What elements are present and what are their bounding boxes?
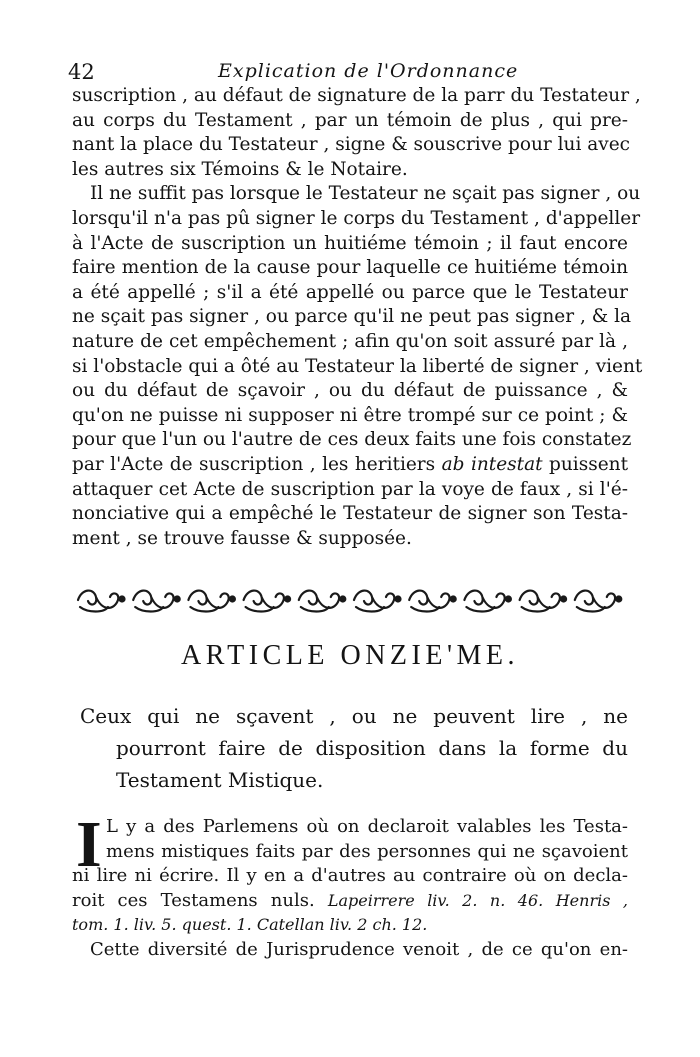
text-line: nant la place du Testateur , signe & souscrive pour lui avec <box>72 134 631 156</box>
text-line: Il ne suffit pas lorsque le Testateur ne sçait pas signer , ou <box>90 183 641 205</box>
paragraph-1 <box>72 84 641 182</box>
text-line: pour que l'un ou l'autre de ces deux faits une fois constatez <box>72 429 632 451</box>
text-line <box>72 453 628 478</box>
fleuron-dot <box>120 597 125 602</box>
fleuron-dot <box>506 597 511 602</box>
body-text <box>72 84 643 551</box>
citation: tom. 1. liv. 5. quest. 1. Catellan liv. 2 ch. 12. <box>72 915 428 935</box>
page-number: 42 <box>68 60 95 84</box>
text-segment: roit ces Testamens nuls. <box>72 889 315 911</box>
fleuron-dot <box>396 597 401 602</box>
fleuron-motif <box>575 591 615 612</box>
text-line: faire mention de la cause pour laquelle ce huitiéme témoin <box>72 257 628 279</box>
fleuron-motif <box>133 591 173 612</box>
article-line: pourront faire de disposition dans la forme du <box>116 736 628 760</box>
text-line: si l'obstacle qui a ôté au Testateur la liberté de signer , vient <box>72 355 643 377</box>
commentary <box>72 808 628 963</box>
text-segment: par l'Acte de suscription , les heritiers <box>72 453 436 475</box>
article-title: ARTICLE ONZIE'ME. <box>180 640 520 671</box>
text-line: au corps du Testament , par un témoin de plus , qui pre- <box>72 109 628 131</box>
fleuron-dot <box>340 597 345 602</box>
article-line: Testament Mistique. <box>116 768 324 792</box>
fleuron-motif <box>299 591 339 612</box>
text-line: attaquer cet Acte de suscription par la voye de faux , si l'é- <box>72 478 628 500</box>
fleuron-motif <box>520 591 560 612</box>
text-line: suscription , au défaut de signature de la parr du Testateur , <box>72 85 641 106</box>
text-line: nonciative qui a empêché le Testateur de signer son Testa- <box>72 503 628 525</box>
text-line: lorsqu'il n'a pas pû signer le corps du Testament , d'appeller <box>72 207 641 229</box>
citation: Lapeirrere liv. 2. n. 46. Henris , <box>327 890 628 910</box>
text-line: les autres six Témoins & le Notaire. <box>72 158 408 180</box>
fleuron-motif <box>244 591 284 612</box>
text-line: L y a des Parlemens où on declaroit valables les Testa- <box>106 816 628 837</box>
fleuron-motif <box>354 591 394 612</box>
article-line: Ceux qui ne sçavent , ou ne peuvent lire , ne <box>80 704 628 728</box>
text-line: à l'Acte de suscription un huitiéme témoin ; il faut encore <box>72 232 628 254</box>
fleuron-dot <box>561 597 566 602</box>
fleuron-dot <box>616 597 621 602</box>
italic-term: ab intestat <box>441 453 543 475</box>
text-line: ni lire ni écrire. Il y en a d'autres au contraire où on decla- <box>72 865 628 887</box>
drop-cap: I <box>76 808 102 881</box>
fleuron-border <box>74 585 626 615</box>
text-line <box>72 889 628 914</box>
text-line: ou du défaut de sçavoir , ou du défaut de puissance , & <box>72 380 628 402</box>
text-segment: puissent <box>549 453 629 475</box>
fleuron-dot <box>175 597 180 602</box>
text-line: mens mistiques faits par des personnes qui ne sçavoient <box>106 840 628 862</box>
text-line: ment , se trouve fausse & supposée. <box>72 527 412 549</box>
text-line: ne sçait pas signer , ou parce qu'il ne peut pas signer , & la <box>72 306 632 328</box>
fleuron-dot <box>451 597 456 602</box>
article-text <box>80 700 628 796</box>
fleuron-motif <box>409 591 449 612</box>
fleuron-motif <box>188 591 228 612</box>
text-line: nature de cet empêchement ; afin qu'on soit assuré par là , <box>72 330 628 352</box>
paragraph-2 <box>72 182 643 551</box>
fleuron-dot <box>285 597 290 602</box>
fleuron-motif <box>464 591 504 612</box>
running-title: Explication de l'Ordonnance <box>218 60 519 82</box>
text-line: Cette diversité de Jurisprudence venoit , de ce qu'on en- <box>90 938 628 960</box>
text-line: qu'on ne puisse ni supposer ni être trompé sur ce point ; & <box>72 404 628 426</box>
text-line: a été appellé ; s'il a été appellé ou parce que le Testateur <box>72 281 628 303</box>
fleuron-motif <box>78 591 118 612</box>
fleuron-dot <box>230 597 235 602</box>
